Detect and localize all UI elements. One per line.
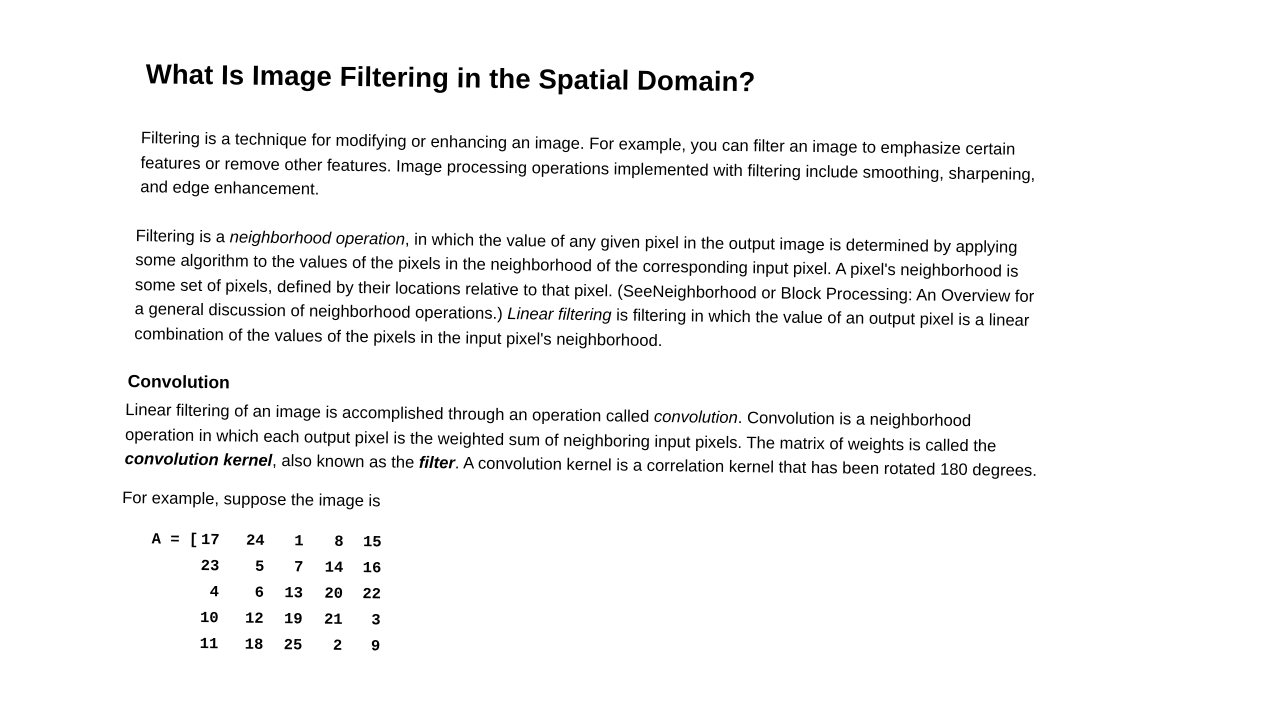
matrix-cell: 24 (245, 531, 265, 550)
paragraph-filtering-intro (140, 126, 1157, 213)
matrix-cell: 23 (200, 556, 220, 576)
matrix-cell: 22 (362, 585, 382, 604)
matrix-cell: 25 (283, 636, 303, 655)
p2-line2: some algorithm to the values of the pixels in the neighborhood of the corresponding input pixel. A pixel's neighborhood is (135, 250, 1019, 281)
p2-line3: some set of pixels, defined by their locations relative to that pixel. (SeeNeighborhood or Block Processing: An Overview for (134, 274, 1035, 306)
p1-line1: Filtering is a technique for modifying or enhancing an image. For example, you can filter an image to emphasize certain (140, 128, 1016, 159)
p2-line5: combination of the values of the pixels in the input pixel's neighborhood. (134, 323, 663, 350)
matrix-cell: 15 (362, 533, 382, 552)
matrix-cell: 4 (209, 583, 220, 602)
scanned-page (120, 56, 1157, 656)
paragraph-convolution (125, 398, 1154, 485)
matrix-cell: 21 (323, 610, 343, 629)
p3-line1-a: Linear filtering of an image is accomplished through an operation called (125, 399, 655, 426)
matrix-cell: 20 (324, 584, 344, 603)
matrix-label: A = [ (151, 530, 199, 549)
page-title: What Is Image Filtering in the Spatial Domain? (145, 58, 756, 98)
matrix-cell: 1 (294, 532, 304, 551)
paragraph-neighborhood-operation (134, 224, 1156, 360)
p1-line3: and edge enhancement. (140, 177, 320, 199)
p2-line4-a: a general discussion of neighborhood operations.) (134, 299, 508, 323)
p2-line1-a: Filtering is a (135, 225, 230, 246)
p2-line4-b: is filtering in which the value of an output pixel is a linear (611, 305, 1030, 330)
p3-term-filter: filter (418, 452, 455, 473)
matrix-cell: 9 (370, 637, 381, 656)
matrix-cell: 17 (200, 530, 220, 550)
p3-line3-a: , also known as the (272, 450, 420, 472)
matrix-cell: 12 (244, 609, 264, 628)
matrix-cell: 16 (362, 559, 382, 578)
paragraph-example-intro: For example, suppose the image is (122, 487, 381, 510)
p3-line3-b: . A convolution kernel is a correlation kernel that has been rotated 180 degrees. (454, 453, 1038, 480)
matrix-cell: 3 (371, 611, 381, 630)
matrix-cell: 18 (244, 635, 264, 654)
matrix-cell: 8 (334, 532, 344, 551)
matrix-cell: 19 (283, 610, 303, 629)
matrix-cell: 10 (199, 608, 219, 628)
p2-term-linear-filtering: Linear filtering (507, 303, 612, 325)
p3-term-convolution-kernel: convolution kernel (124, 448, 273, 470)
p2-line1-b: , in which the value of any given pixel in the output image is determined by applying (404, 229, 1018, 257)
matrix-cell: 7 (293, 558, 304, 577)
matrix-cell: 2 (332, 636, 343, 655)
matrix-cell: 13 (284, 584, 304, 603)
matrix-a (150, 526, 1151, 656)
p3-line1-b: . Convolution is a neighborhood (737, 408, 972, 431)
p3-line2: operation in which each output pixel is the weighted sum of neighboring input pixels. The matrix of weights is called the (124, 424, 997, 455)
p1-line2: features or remove other features. Image processing operations implemented with filtering include smoothing, sharpening, (140, 152, 1036, 184)
matrix-cell: 5 (254, 557, 265, 576)
matrix-cell: 14 (324, 558, 344, 577)
matrix-cell: 11 (199, 634, 219, 654)
p3-term-convolution: convolution (653, 406, 738, 428)
section-heading-convolution: Convolution (127, 371, 230, 393)
matrix-cell: 6 (254, 583, 265, 602)
p2-term-neighborhood-operation: neighborhood operation (229, 226, 406, 249)
